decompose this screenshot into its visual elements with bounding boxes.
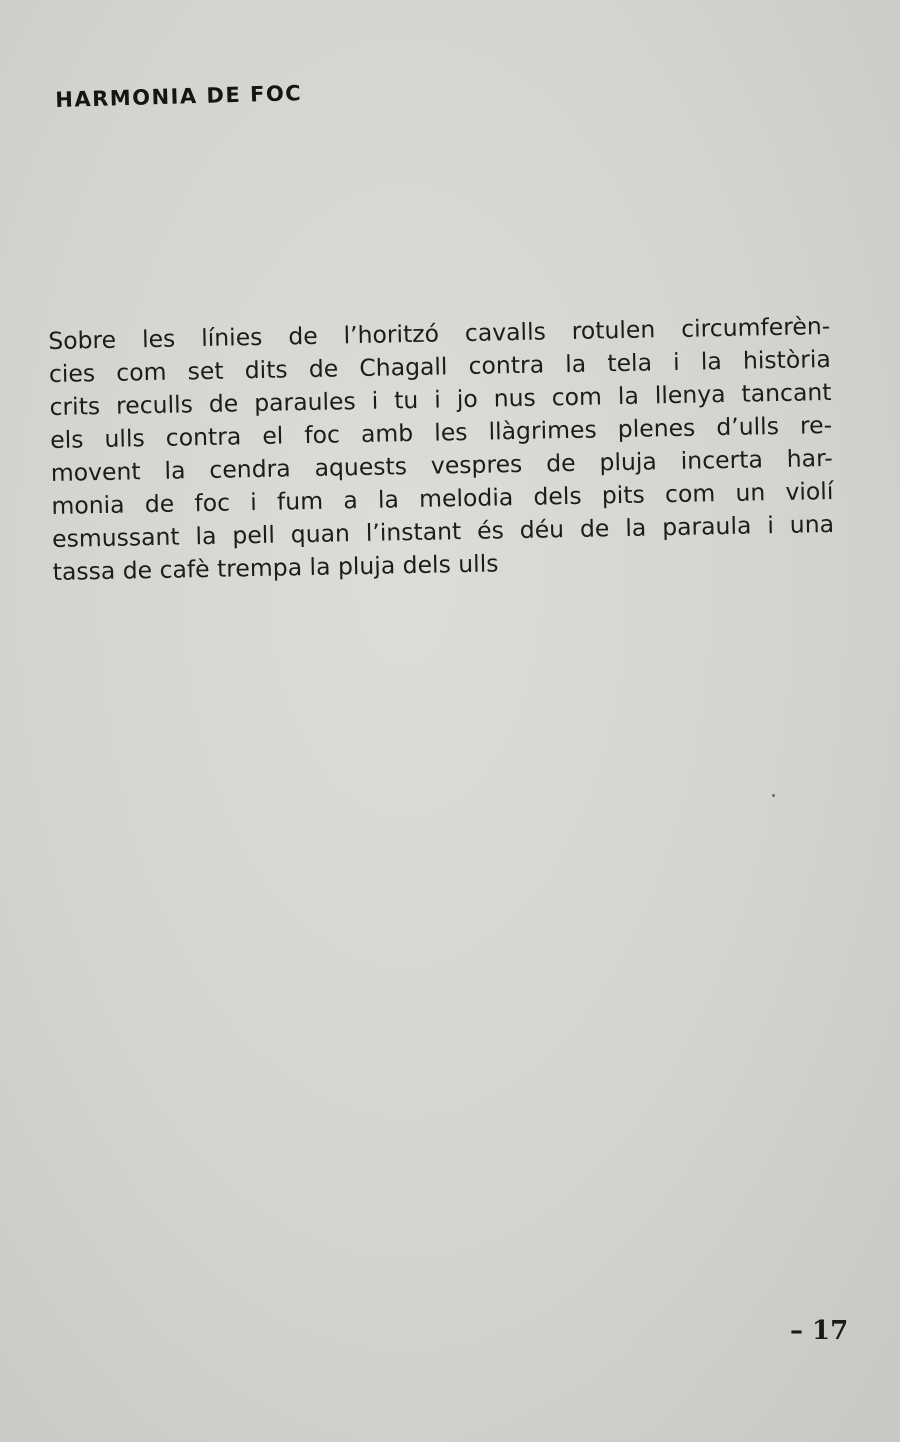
poem-line: tassa de cafè trempa la pluja dels ulls [52,549,499,586]
poem-line: movent la cendra aquests vespres de pluja incerta har- [50,443,833,487]
poem-line: esmussant la pell quan l’instant és déu de la paraula i una [51,509,835,553]
page-number: – 17 [790,1316,849,1346]
poem-line: els ulls contra el foc amb les llàgrimes plenes d’ulls re- [49,410,833,454]
poem-body [48,310,843,589]
poem-line: Sobre les línies de l’horitzó cavalls rotulen circumferèn- [48,311,831,355]
poem-line: cies com set dits de Chagall contra la tela i la història [48,344,832,388]
poem-title: HARMONIA DE FOC [55,81,303,112]
poem-line: crits reculls de paraules i tu i jo nus com la llenya tancant [49,377,832,421]
paper-speck [772,794,775,797]
poem-line: monia de foc i fum a la melodia dels pits com un violí [51,476,834,520]
